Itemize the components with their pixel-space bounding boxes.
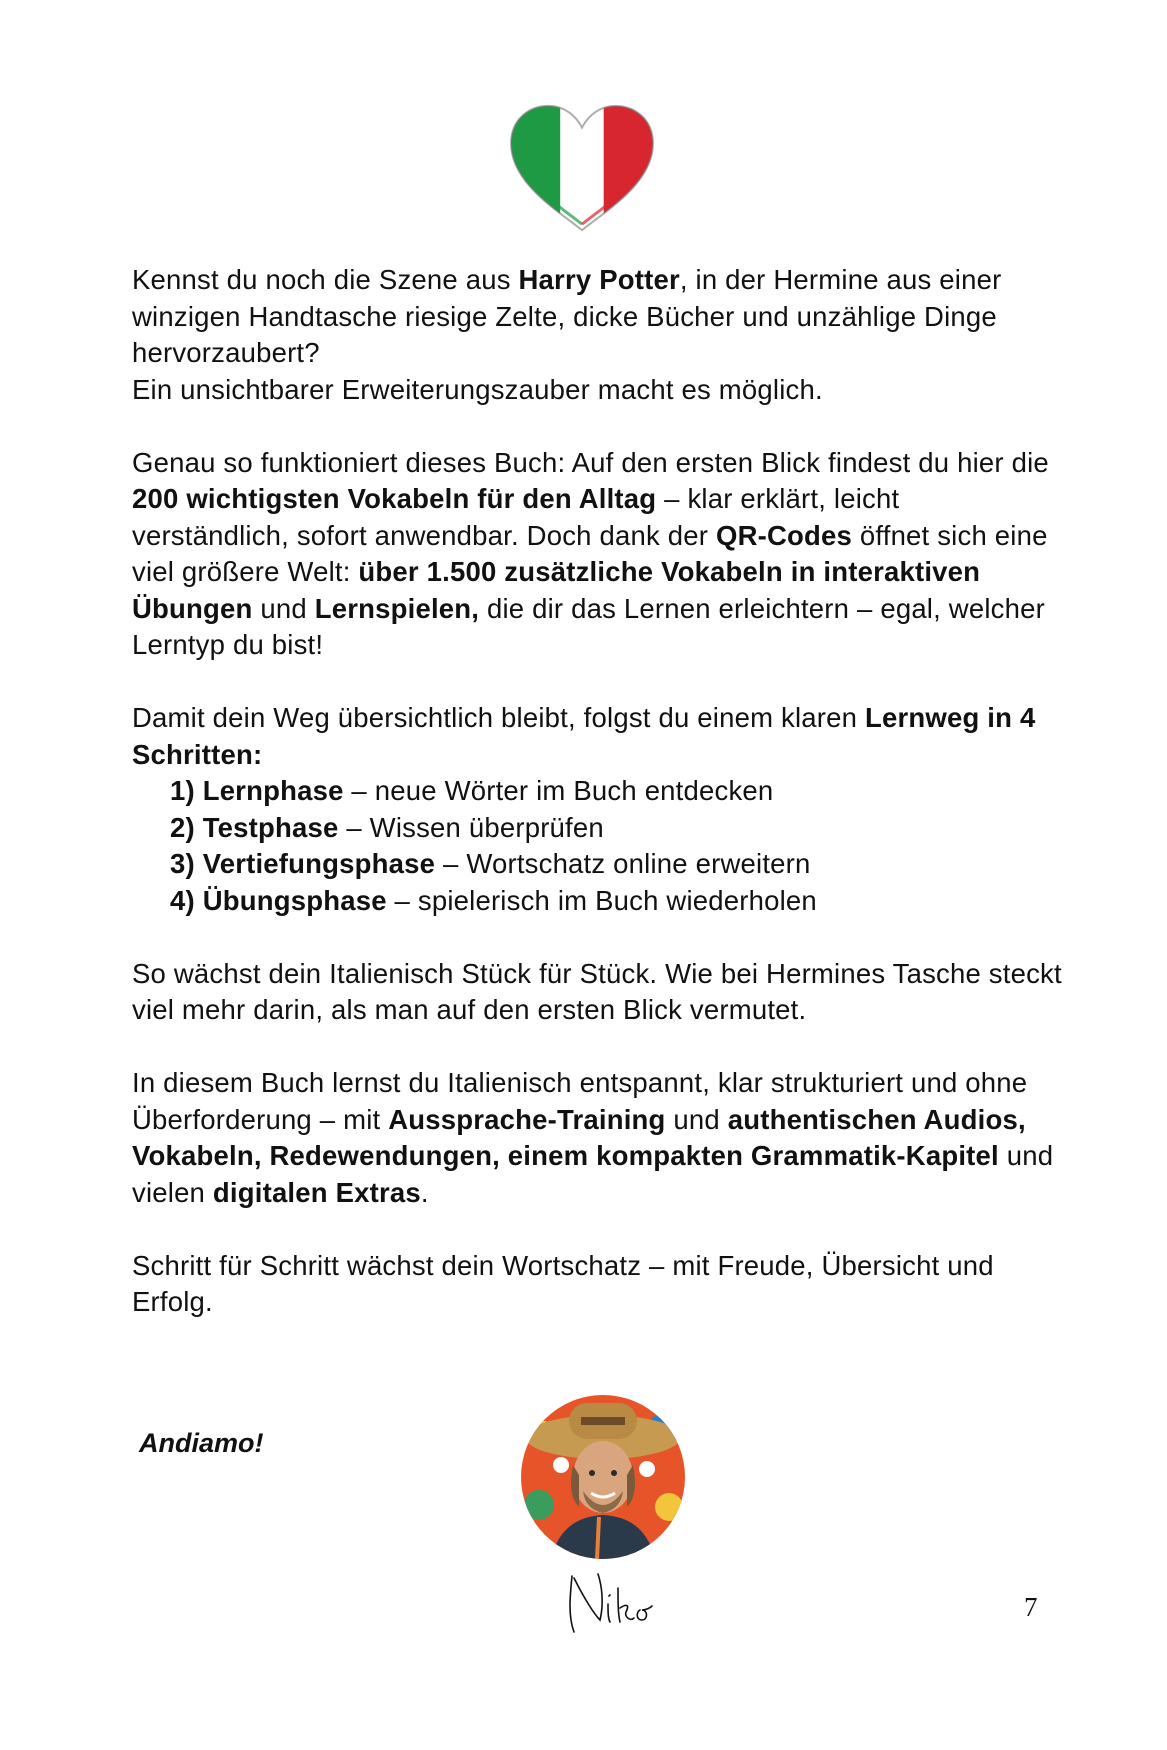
signature-image [560, 1568, 655, 1640]
closing-paragraph: Schritt für Schritt wächst dein Wortschatz – mit Freude, Übersicht und Erfolg. [132, 1249, 994, 1317]
intro-paragraph: Kennst du noch die Szene aus Harry Potter, in der Hermine aus einer winzigen Handtasche riesige Zelte, dicke Bücher und unzählige Dinge hervorzaubert? Ein unsichtbarer Erweiterungszauber macht es möglich. [132, 264, 1002, 405]
growth-paragraph: So wächst dein Italienisch Stück für Stück. Wie bei Hermines Tasche steckt viel mehr darin, als man auf den ersten Blick vermutet. [132, 957, 1062, 1025]
book-concept-paragraph: Genau so funktioniert dieses Buch: Auf den ersten Blick findest du hier die 200 wichtigsten Vokabeln für den Alltag – klar erklärt, leicht verständlich, sofort anwendbar. Doch dank der QR-Codes öffnet sich eine viel größere Welt: über 1.500 zusätzliche Vokabeln in interaktiven Übungen und Lernspielen, die dir das Lernen erleichtern – egal, welcher Lerntyp du bist! [132, 446, 1049, 660]
signoff-text: Andiamo! [139, 1428, 264, 1458]
italian-flag-heart-icon [503, 100, 661, 238]
step-item: 3) Vertiefungsphase – Wortschatz online erweitern [170, 848, 811, 879]
page-number: 7 [1024, 1592, 1038, 1622]
step-item: 4) Übungsphase – spielerisch im Buch wiederholen [170, 884, 817, 916]
learning-steps-list [132, 773, 1062, 919]
learning-path-paragraph: Damit dein Weg übersichtlich bleibt, folgst du einem klaren Lernweg in 4 Schritten: [132, 702, 1036, 770]
author-avatar [521, 1395, 685, 1559]
step-item: 1) Lernphase – neue Wörter im Buch entdecken [170, 775, 774, 806]
body-text [132, 262, 1062, 1357]
step-item: 2) Testphase – Wissen überprüfen [170, 811, 604, 843]
features-paragraph: In diesem Buch lernst du Italienisch entspannt, klar strukturiert und ohne Überforderung – mit Aussprache-Training und authentischen Audios, Vokabeln, Redewendungen, einem kompakten Grammatik-Kapitel und vielen digitalen Extras. [132, 1067, 1054, 1208]
